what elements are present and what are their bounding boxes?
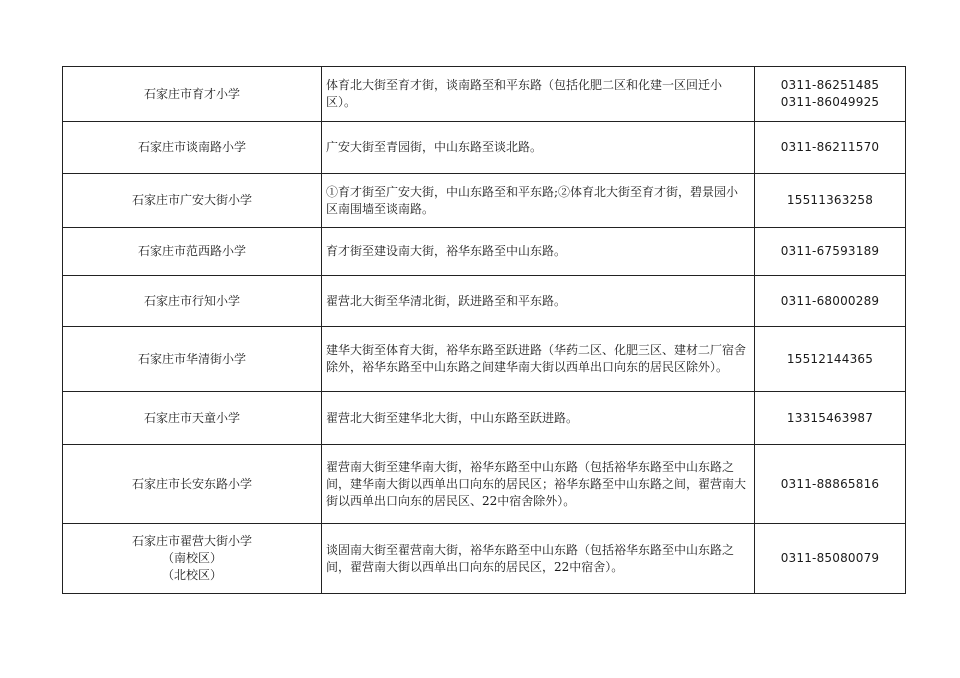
enrollment-area: 翟营北大街至华清北街，跃进路至和平东路。 <box>322 276 755 327</box>
table-row <box>63 392 906 445</box>
enrollment-area: 体育北大街至育才街，谈南路至和平东路（包括化肥二区和化建一区回迁小区）。 <box>322 67 755 122</box>
contact-phone <box>755 67 906 122</box>
contact-phone <box>755 392 906 445</box>
phone-number: 0311-86251485 <box>780 78 880 92</box>
school-name: 石家庄市华清街小学 <box>63 327 322 392</box>
enrollment-area: 翟营北大街至建华北大街，中山东路至跃进路。 <box>322 392 755 445</box>
table-row <box>63 67 906 122</box>
contact-phone <box>755 445 906 524</box>
table-row <box>63 524 906 594</box>
school-name: 石家庄市天童小学 <box>63 392 322 445</box>
phone-number: 0311-85080079 <box>780 551 880 565</box>
table-row <box>63 445 906 524</box>
phone-number: 0311-86049925 <box>780 95 880 109</box>
phone-number: 0311-68000289 <box>780 293 880 308</box>
school-district-table <box>62 66 906 594</box>
enrollment-area: 育才街至建设南大街，裕华东路至中山东路。 <box>322 228 755 276</box>
enrollment-area: 翟营南大街至建华南大街，裕华东路至中山东路（包括裕华东路至中山东路之间，建华南大街以西单出口向东的居民区；裕华东路至中山东路之间，翟营南大街以西单出口向东的居民区、22中宿舍除外）。 <box>322 445 755 524</box>
school-name-text: 石家庄市翟营大街小学 <box>131 534 252 548</box>
table-row <box>63 122 906 174</box>
contact-phone <box>755 228 906 276</box>
school-name: 石家庄市谈南路小学 <box>63 122 322 174</box>
enrollment-area: 建华大街至体育大街，裕华东路至跃进路（华药二区、化肥三区、建材二厂宿舍除外，裕华东路至中山东路之间建华南大街以西单出口向东的居民区除外）。 <box>322 327 755 392</box>
contact-phone <box>755 327 906 392</box>
school-name <box>63 524 322 594</box>
campus-label-north: （北校区） <box>161 568 222 582</box>
table-row <box>63 276 906 327</box>
table-row <box>63 327 906 392</box>
table-row <box>63 174 906 228</box>
school-name: 石家庄市行知小学 <box>63 276 322 327</box>
enrollment-area: ①育才街至广安大街，中山东路至和平东路;②体育北大街至育才街，碧景园小区南围墙至谈南路。 <box>322 174 755 228</box>
phone-number: 13315463987 <box>786 410 874 425</box>
contact-phone <box>755 276 906 327</box>
phone-number: 0311-88865816 <box>780 476 880 491</box>
phone-number: 15512144365 <box>786 351 874 366</box>
table-row <box>63 228 906 276</box>
enrollment-area: 谈固南大街至翟营南大街，裕华东路至中山东路（包括裕华东路至中山东路之间，翟营南大街以西单出口向东的居民区，22中宿舍）。 <box>322 524 755 594</box>
phone-number: 0311-86211570 <box>780 140 880 154</box>
phone-number: 0311-67593189 <box>780 244 880 258</box>
contact-phone <box>755 174 906 228</box>
school-name: 石家庄市育才小学 <box>63 67 322 122</box>
school-name: 石家庄市范西路小学 <box>63 228 322 276</box>
school-name: 石家庄市长安东路小学 <box>63 445 322 524</box>
contact-phone <box>755 524 906 594</box>
phone-number: 15511363258 <box>786 193 874 207</box>
campus-label-south: （南校区） <box>161 551 222 565</box>
school-name: 石家庄市广安大街小学 <box>63 174 322 228</box>
enrollment-area: 广安大街至青园街，中山东路至谈北路。 <box>322 122 755 174</box>
contact-phone <box>755 122 906 174</box>
